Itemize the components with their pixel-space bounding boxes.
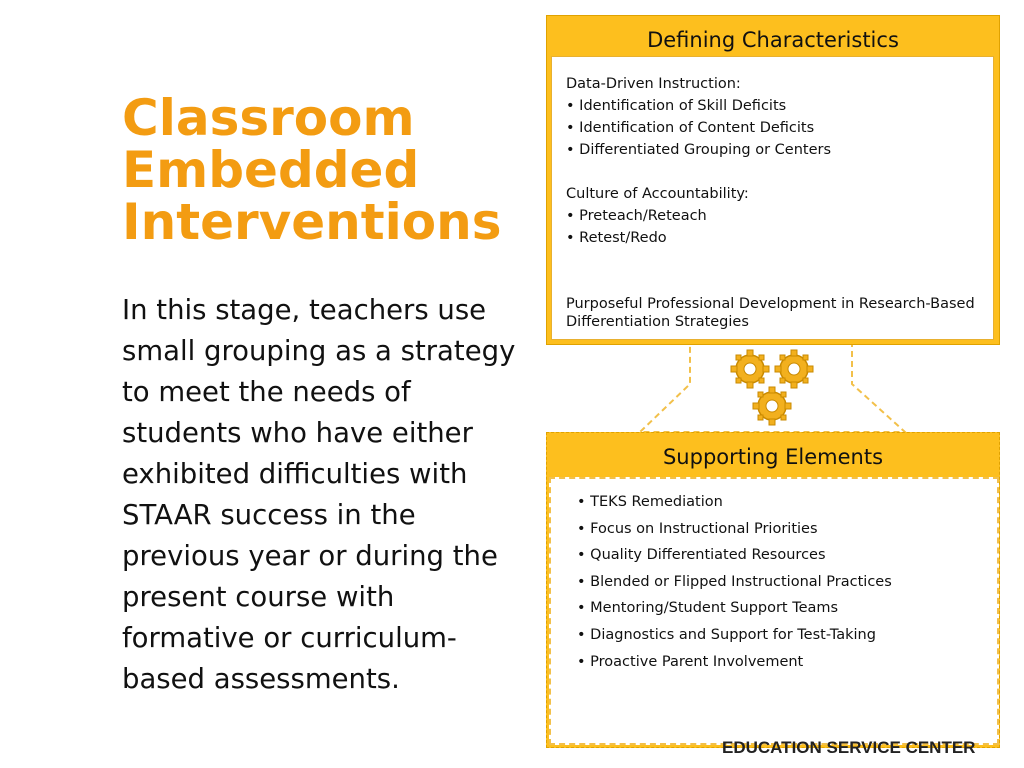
title-line-2: Embedded bbox=[122, 141, 420, 199]
defining-content bbox=[551, 56, 994, 340]
list-item: • Identification of Content Deficits bbox=[566, 120, 815, 136]
list-item: • Focus on Instructional Priorities bbox=[577, 520, 818, 537]
list-item: • Mentoring/Student Support Teams bbox=[577, 600, 839, 617]
list-item: • Identification of Skill Deficits bbox=[566, 98, 787, 114]
list-item: • Proactive Parent Involvement bbox=[577, 653, 804, 670]
group2-title: Culture of Accountability: bbox=[566, 186, 749, 202]
title-line-3: Interventions bbox=[122, 193, 502, 251]
pd-text: Purposeful Professional Development in Research-Based Differentiation Strategies bbox=[566, 296, 975, 330]
body-paragraph: In this stage, teachers use small grouping as a strategy to meet the needs of students who have either exhibited difficulties with STAAR success in the previous year or during the present course with formative or curriculum-based assessments. bbox=[122, 294, 516, 695]
gear-icon bbox=[753, 387, 791, 425]
supporting-elements-box bbox=[546, 432, 1000, 748]
supporting-content bbox=[549, 477, 999, 745]
list-item: • Preteach/Reteach bbox=[566, 208, 707, 224]
list-item: • Blended or Flipped Instructional Practices bbox=[577, 573, 892, 590]
list-item: • Differentiated Grouping or Centers bbox=[566, 142, 832, 158]
defining-header: Defining Characteristics bbox=[647, 28, 899, 52]
list-item: • Diagnostics and Support for Test-Taking bbox=[577, 626, 876, 643]
gear-icon bbox=[731, 350, 769, 388]
list-item: • Retest/Redo bbox=[566, 230, 667, 246]
list-item: • Quality Differentiated Resources bbox=[577, 547, 826, 564]
title-line-1: Classroom bbox=[122, 89, 415, 147]
group1-title: Data-Driven Instruction: bbox=[566, 76, 741, 92]
defining-characteristics-box bbox=[546, 15, 1000, 345]
gear-icon bbox=[775, 350, 813, 388]
list-item: • TEKS Remediation bbox=[577, 494, 723, 510]
supporting-header: Supporting Elements bbox=[662, 445, 884, 469]
footer-text: EDUCATION SERVICE CENTER bbox=[722, 738, 976, 757]
